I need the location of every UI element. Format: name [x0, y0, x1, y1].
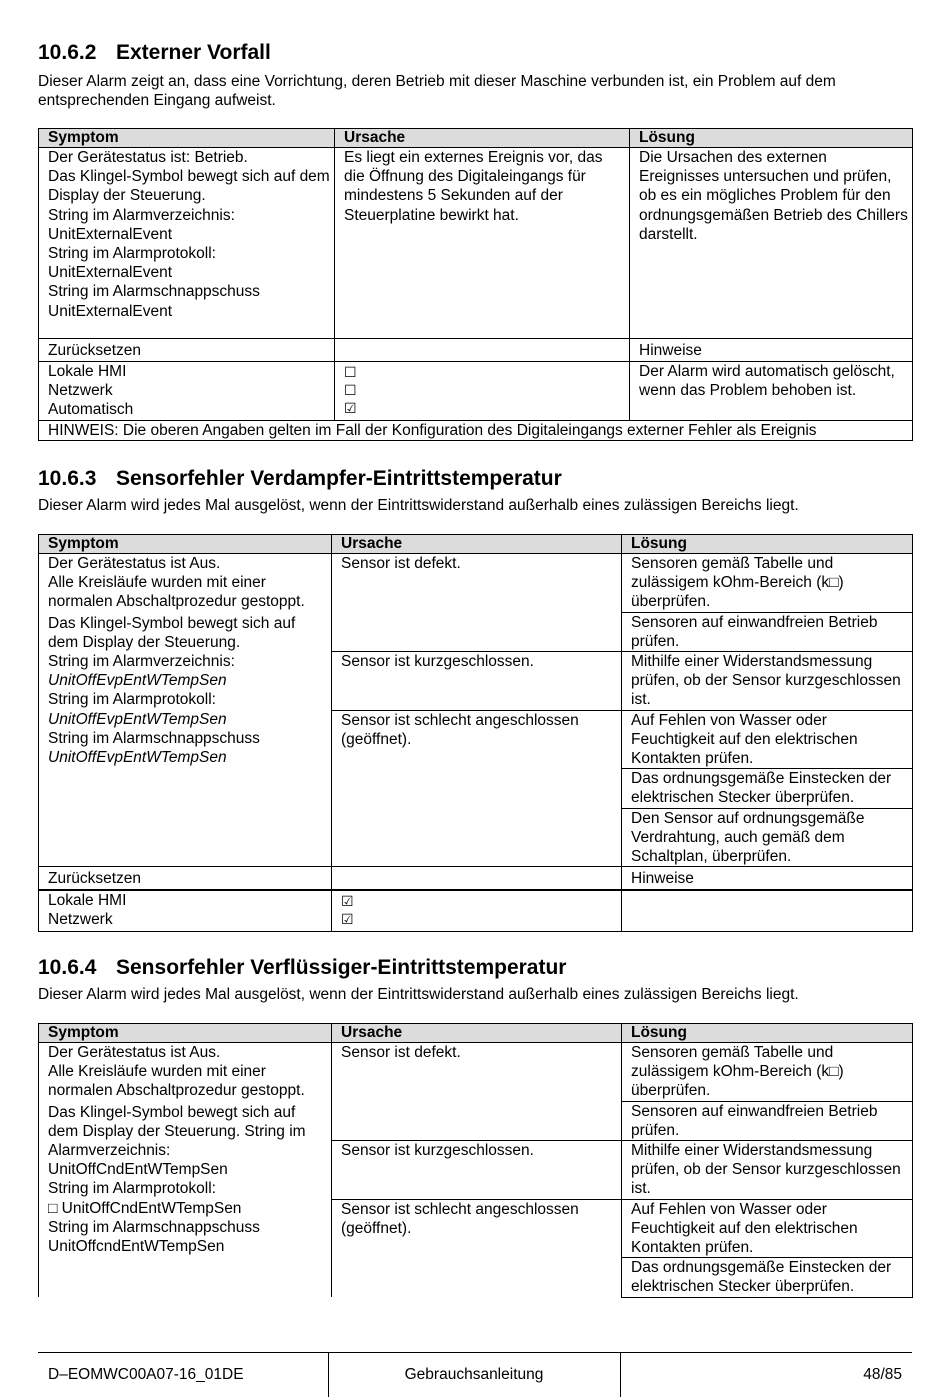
- section-title: Externer Vorfall: [116, 41, 271, 64]
- alarm-table-external-event: [38, 128, 913, 441]
- symptom-alarm-log-label: String im Alarmprotokoll:: [48, 691, 216, 709]
- reset-header-row: [39, 339, 913, 362]
- symptom-cell: [39, 554, 332, 867]
- footer-divider: [620, 1353, 621, 1397]
- symptom-details: Das Klingel-Symbol bewegt sich auf dem Display der Steuerung. String im Alarmverzeichnis: UnitOffCndEntWTempSen String im Alarmprotokoll: □ UnitOffCndEntWTempSen String im Alarmschnappschuss UnitOffcndEntWTempSen: [48, 1103, 306, 1256]
- symptom-cell: [39, 1043, 332, 1298]
- cause-cell: Sensor ist defekt.: [332, 1043, 622, 1141]
- cause-cell: Sensor ist kurzgeschlossen.: [332, 1141, 622, 1200]
- section-heading-10-6-2: [38, 40, 271, 66]
- solution-cell: Mithilfe einer Widerstandsmessung prüfen, ob der Sensor kurzgeschlossen ist.: [622, 652, 913, 711]
- reset-item-network: Netzwerk: [48, 910, 113, 928]
- solution-cell: Den Sensor auf ordnungsgemäße Verdrahtung, auch gemäß dem Schaltplan, überprüfen.: [622, 808, 913, 867]
- section-intro: Dieser Alarm wird jedes Mal ausgelöst, wenn der Eintrittswiderstand außerhalb eines zulässigen Bereichs liegt.: [38, 986, 799, 1003]
- reset-checks: [335, 362, 630, 421]
- table-header-row: [39, 1024, 913, 1043]
- checked-box-icon: ☑: [344, 401, 357, 417]
- table-header-row: [39, 129, 913, 148]
- section-title: Sensorfehler Verflüssiger-Eintrittstemperatur: [116, 956, 567, 979]
- symptom-snapshot-label: String im Alarmschnappschuss: [48, 729, 260, 747]
- reset-note: Der Alarm wird automatisch gelöscht, wenn das Problem behoben ist.: [630, 362, 913, 421]
- reset-item-local-hmi: Lokale HMI: [48, 363, 127, 380]
- reset-checks: [332, 890, 622, 932]
- table-row: [39, 554, 913, 613]
- solution-cell: Mithilfe einer Widerstandsmessung prüfen, ob der Sensor kurzgeschlossen ist.: [622, 1141, 913, 1200]
- unchecked-box-icon: ☐: [344, 365, 357, 381]
- table-header-row: [39, 535, 913, 554]
- reset-header-row: [39, 867, 913, 890]
- cause-cell: Sensor ist schlecht angeschlossen (geöffnet).: [332, 710, 622, 867]
- footer-page-number: 48/85: [863, 1366, 902, 1383]
- reset-items: [39, 362, 335, 421]
- hinweis-row: [39, 420, 913, 440]
- header-ursache: Ursache: [332, 535, 622, 554]
- symptom-status: Der Gerätestatus ist Aus. Alle Kreisläufe wurden mit einer normalen Abschaltprozedur gestoppt.: [48, 555, 305, 611]
- reset-item-network: Netzwerk: [48, 382, 113, 400]
- reset-label: Zurücksetzen: [39, 339, 335, 362]
- footer-doc-type: Gebrauchsanleitung: [404, 1366, 544, 1383]
- checked-box-icon: ☑: [341, 911, 354, 928]
- reset-item-local-hmi: Lokale HMI: [48, 891, 127, 909]
- symptom-bell: Das Klingel-Symbol bewegt sich auf dem Display der Steuerung.: [48, 614, 296, 651]
- section-heading-10-6-3: [38, 466, 562, 492]
- solution-cell: Auf Fehlen von Wasser oder Feuchtigkeit auf den elektrischen Kontakten prüfen.: [622, 1199, 913, 1258]
- solution-cell: Sensoren gemäß Tabelle und zulässigem kOhm-Bereich (k□) überprüfen.: [622, 554, 913, 613]
- reset-items: [39, 890, 332, 932]
- solution-cell: Auf Fehlen von Wasser oder Feuchtigkeit auf den elektrischen Kontakten prüfen.: [622, 710, 913, 769]
- table-row: [39, 1043, 913, 1102]
- hinweis-note: HINWEIS: Die oberen Angaben gelten im Fall der Konfiguration des Digitaleingangs externer Fehler als Ereignis: [39, 420, 913, 440]
- header-symptom: Symptom: [39, 129, 335, 148]
- reset-item-automatic: Automatisch: [48, 401, 134, 419]
- notes-label: Hinweise: [622, 867, 913, 890]
- reset-note-empty: [622, 890, 913, 932]
- reset-empty: [335, 339, 630, 362]
- reset-row: [39, 890, 913, 932]
- alarm-table-condenser-sensor: [38, 1023, 913, 1298]
- section-intro: Dieser Alarm zeigt an, dass eine Vorrichtung, deren Betrieb mit dieser Maschine verbunden ist, ein Problem auf dem entsprechenden Eingang aufweist.: [38, 73, 836, 110]
- header-ursache: Ursache: [332, 1024, 622, 1043]
- reset-row: [39, 362, 913, 421]
- solution-cell: Sensoren auf einwandfreien Betrieb prüfen.: [622, 612, 913, 651]
- symptom-alarm-list-code: UnitOffEvpEntWTempSen: [48, 672, 227, 690]
- symptom-cell: Der Gerätestatus ist: Betrieb. Das Klingel-Symbol bewegt sich auf dem Display der Steuerung. String im Alarmverzeichnis: UnitExternalEvent String im Alarmprotokoll: UnitExternalEvent String im Alarmschnappschuss UnitExternalEvent: [39, 148, 335, 339]
- page-footer: [38, 1352, 912, 1397]
- notes-label: Hinweise: [630, 339, 913, 362]
- reset-label: Zurücksetzen: [39, 867, 332, 890]
- header-loesung: Lösung: [622, 535, 913, 554]
- checked-box-icon: ☑: [341, 893, 354, 910]
- footer-doc-id: D–EOMWC00A07-16_01DE: [48, 1366, 244, 1383]
- header-symptom: Symptom: [39, 535, 332, 554]
- symptom-status: Der Gerätestatus ist Aus. Alle Kreisläufe wurden mit einer normalen Abschaltprozedur gestoppt.: [48, 1044, 305, 1100]
- unchecked-box-icon: ☐: [344, 383, 357, 399]
- section-heading-10-6-4: [38, 955, 566, 981]
- cause-cell: Es liegt ein externes Ereignis vor, das die Öffnung des Digitaleingangs für mindestens 5 Sekunden auf der Steuerplatine bewirkt hat.: [335, 148, 630, 339]
- header-loesung: Lösung: [630, 129, 913, 148]
- header-loesung: Lösung: [622, 1024, 913, 1043]
- section-number: 10.6.2: [38, 41, 97, 64]
- solution-cell: Das ordnungsgemäße Einstecken der elektrischen Stecker überprüfen.: [622, 769, 913, 808]
- solution-cell: Sensoren auf einwandfreien Betrieb prüfen.: [622, 1101, 913, 1140]
- reset-empty: [332, 867, 622, 890]
- cause-cell: Sensor ist schlecht angeschlossen (geöffnet).: [332, 1199, 622, 1297]
- symptom-snapshot-code: UnitOffEvpEntWTempSen: [48, 749, 227, 767]
- alarm-table-evaporator-sensor: [38, 534, 913, 932]
- solution-cell: Das ordnungsgemäße Einstecken der elektrischen Stecker überprüfen.: [622, 1258, 913, 1297]
- section-number: 10.6.3: [38, 467, 97, 490]
- solution-cell: Sensoren gemäß Tabelle und zulässigem kOhm-Bereich (k□) überprüfen.: [622, 1043, 913, 1102]
- section-title: Sensorfehler Verdampfer-Eintrittstemperatur: [116, 467, 562, 490]
- cause-cell: Sensor ist defekt.: [332, 554, 622, 652]
- cause-cell: Sensor ist kurzgeschlossen.: [332, 652, 622, 711]
- section-intro: Dieser Alarm wird jedes Mal ausgelöst, wenn der Eintrittswiderstand außerhalb eines zulässigen Bereichs liegt.: [38, 497, 799, 514]
- header-symptom: Symptom: [39, 1024, 332, 1043]
- symptom-alarm-list-label: String im Alarmverzeichnis:: [48, 653, 235, 671]
- section-number: 10.6.4: [38, 956, 97, 979]
- table-row: [39, 148, 913, 339]
- header-ursache: Ursache: [335, 129, 630, 148]
- symptom-alarm-log-code: UnitOffEvpEntWTempSen: [48, 710, 227, 728]
- solution-cell: Die Ursachen des externen Ereignisses untersuchen und prüfen, ob es ein mögliches Problem für den ordnungsgemäßen Betrieb des Chillers darstellt.: [630, 148, 913, 339]
